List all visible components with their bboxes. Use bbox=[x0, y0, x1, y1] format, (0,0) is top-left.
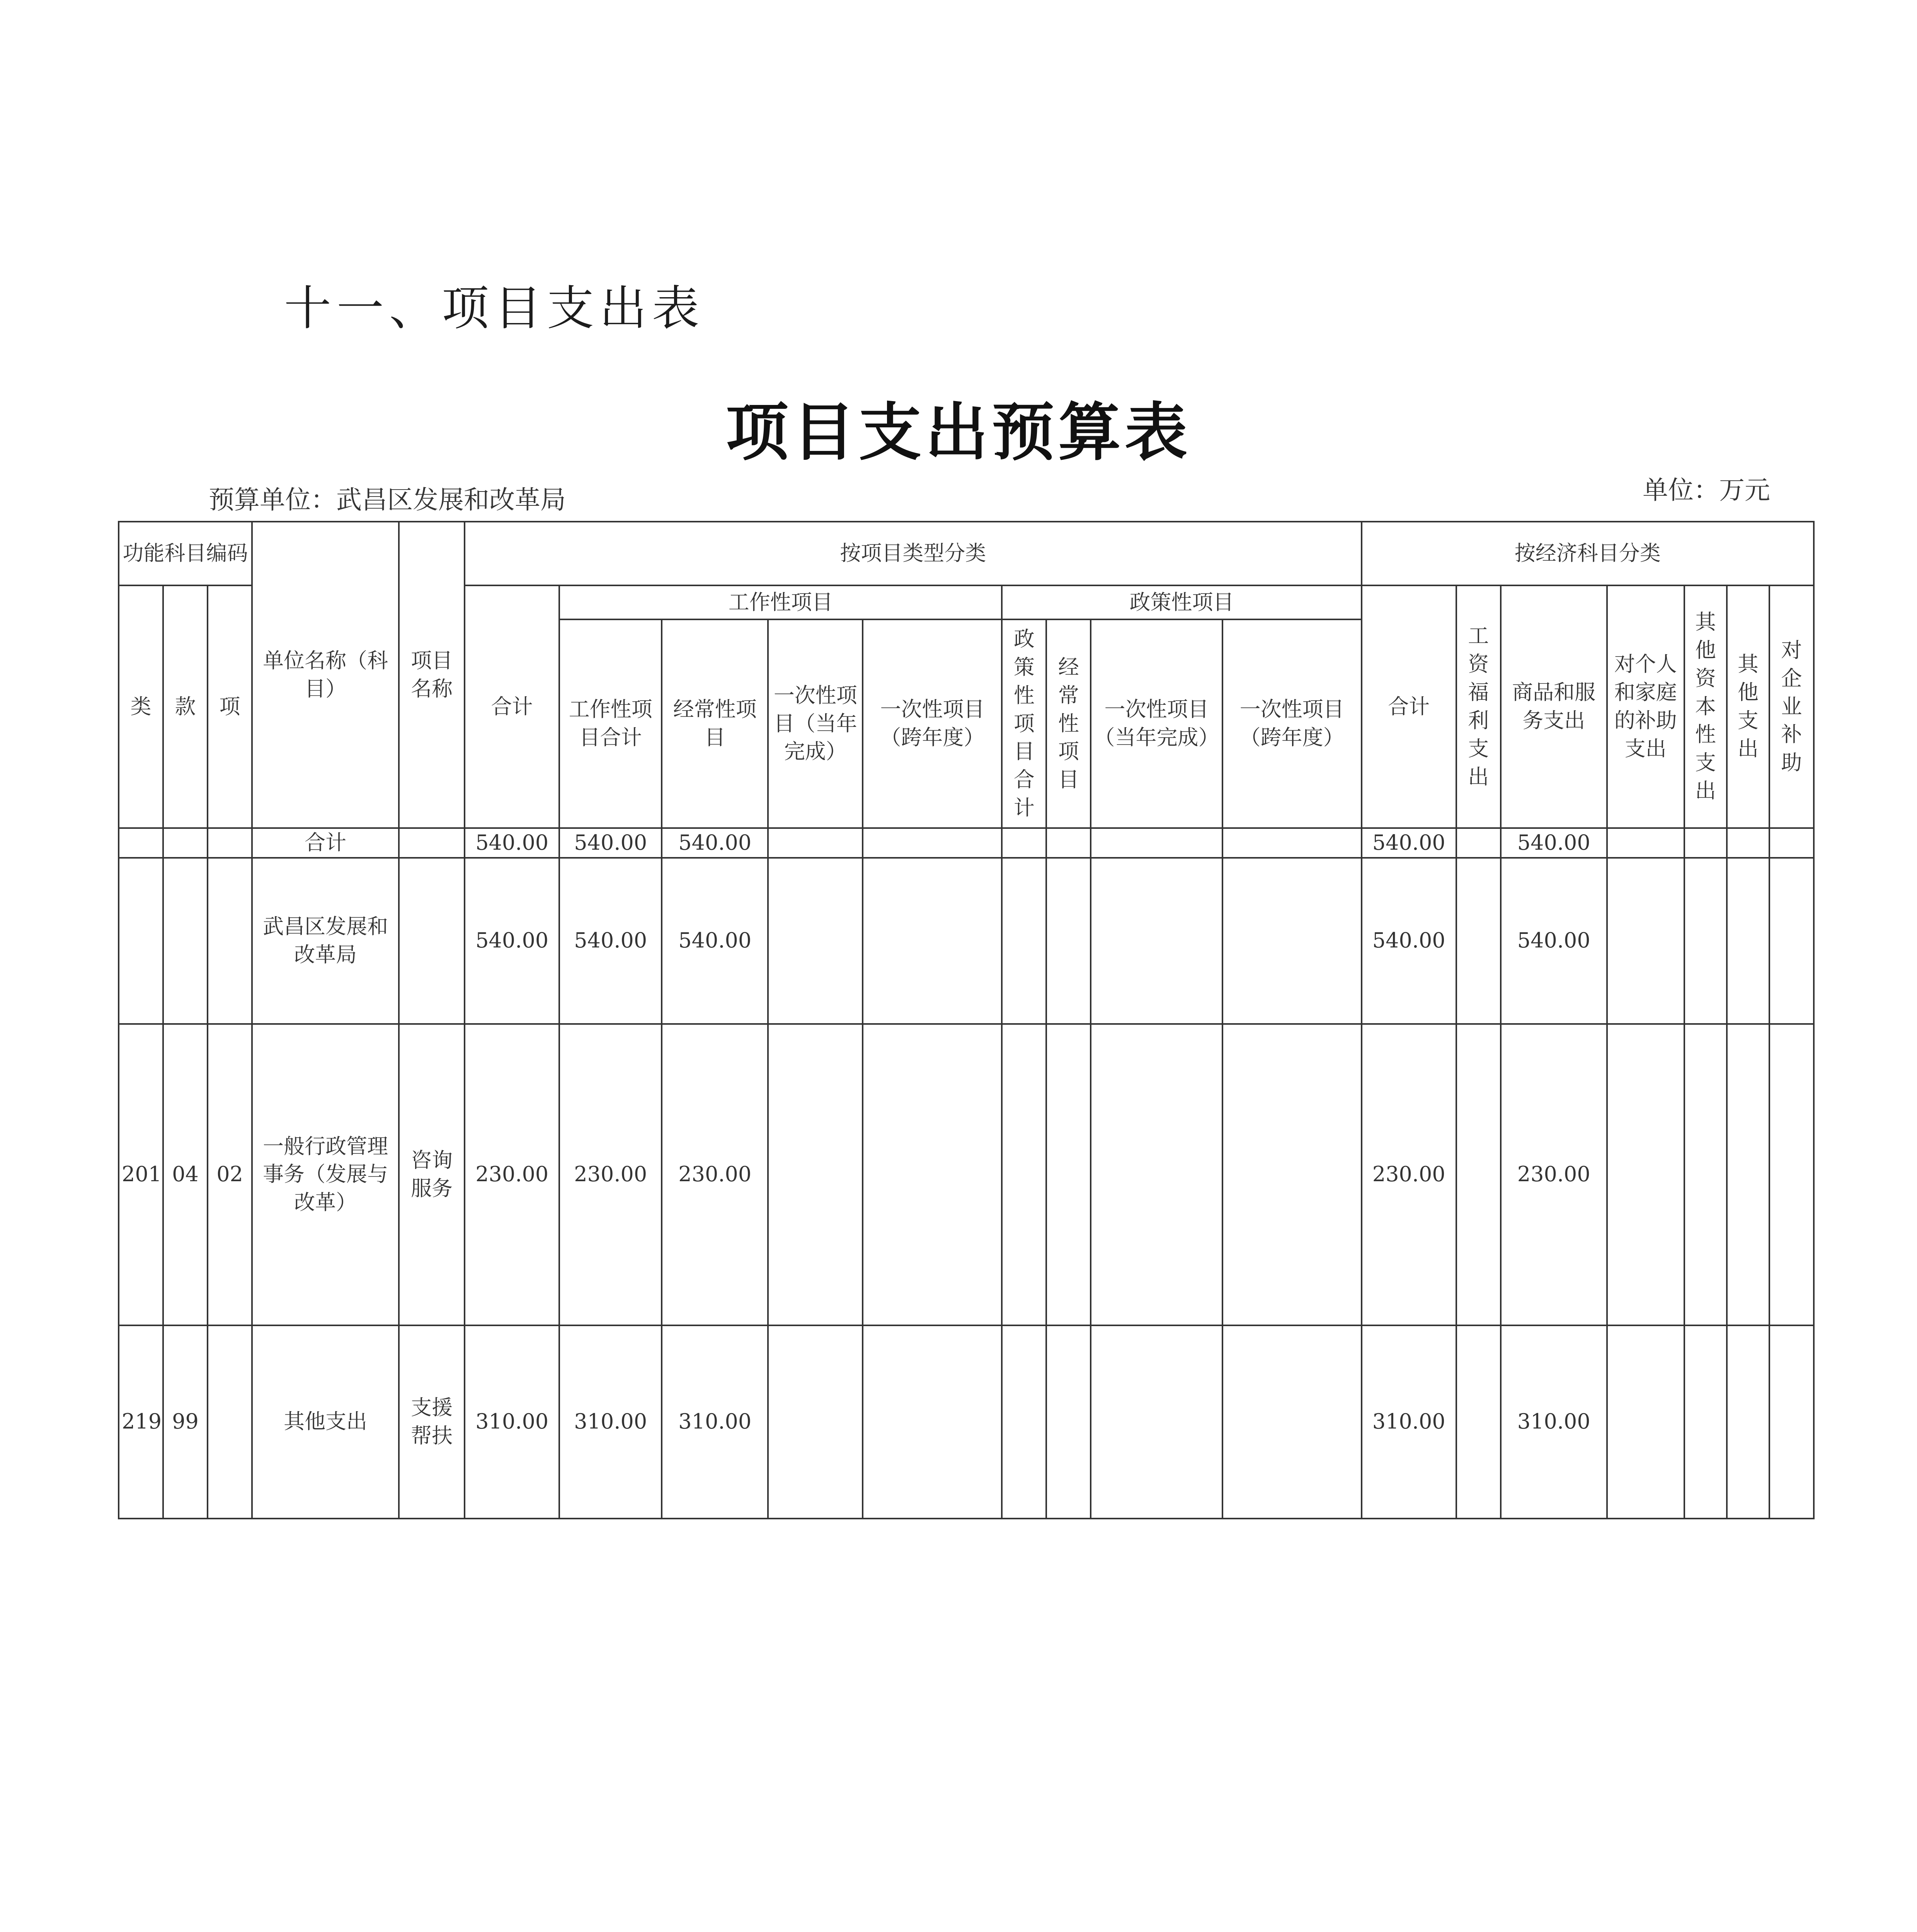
cell-lei: 201 bbox=[119, 1024, 163, 1325]
cell-goods: 540.00 bbox=[1501, 858, 1607, 1024]
cell-regular: 540.00 bbox=[662, 858, 768, 1024]
header-xiang: 项 bbox=[208, 585, 252, 828]
header-kuan: 款 bbox=[163, 585, 208, 828]
header-lei: 类 bbox=[119, 585, 163, 828]
cell-xiang bbox=[208, 1325, 252, 1519]
cell-unit: 其他支出 bbox=[252, 1325, 399, 1519]
cell-work-total: 540.00 bbox=[559, 828, 662, 858]
cell-econ-total: 540.00 bbox=[1362, 858, 1456, 1024]
cell-regular: 540.00 bbox=[662, 828, 768, 858]
header-by-econ: 按经济科目分类 bbox=[1362, 522, 1814, 585]
cell-lei bbox=[119, 828, 163, 858]
money-unit-label: 单位：万元 bbox=[1643, 475, 1770, 505]
header-policy-onetime-cross: 一次性项目（跨年度） bbox=[1222, 619, 1362, 828]
cell-total: 310.00 bbox=[465, 1325, 559, 1519]
cell-econ-total: 540.00 bbox=[1362, 828, 1456, 858]
header-policy-projects: 政策性项目 bbox=[1002, 585, 1361, 619]
header-policy-onetime-current: 一次性项目（当年完成） bbox=[1091, 619, 1222, 828]
cell-project: 咨询服务 bbox=[399, 1024, 465, 1325]
header-enterprise: 对企业补助 bbox=[1769, 585, 1814, 828]
budget-unit-label: 预算单位：武昌区发展和改革局 bbox=[209, 485, 566, 515]
header-policy-regular: 经常性项目 bbox=[1046, 619, 1091, 828]
cell-unit: 一般行政管理事务（发展与改革） bbox=[252, 1024, 399, 1325]
header-onetime-cross: 一次性项目（跨年度） bbox=[863, 619, 1002, 828]
header-onetime-current: 一次性项目（当年完成） bbox=[768, 619, 863, 828]
header-work-total: 工作性项目合计 bbox=[559, 619, 662, 828]
project-expenditure-table bbox=[118, 521, 1815, 1519]
header-other: 其他支出 bbox=[1727, 585, 1769, 828]
cell-total: 540.00 bbox=[465, 828, 559, 858]
page-title: 项目支出预算表 bbox=[726, 396, 1191, 469]
table-row bbox=[119, 828, 1814, 858]
cell-unit: 武昌区发展和改革局 bbox=[252, 858, 399, 1024]
cell-goods: 230.00 bbox=[1501, 1024, 1607, 1325]
table-row bbox=[119, 1325, 1814, 1519]
cell-econ-total: 310.00 bbox=[1362, 1325, 1456, 1519]
header-policy-total: 政策性项目合计 bbox=[1002, 619, 1046, 828]
cell-xiang: 02 bbox=[208, 1024, 252, 1325]
cell-kuan: 99 bbox=[163, 1325, 208, 1519]
cell-xiang bbox=[208, 858, 252, 1024]
cell-kuan bbox=[163, 828, 208, 858]
table-row bbox=[119, 1024, 1814, 1325]
header-unit-name: 单位名称（科目） bbox=[252, 522, 399, 828]
cell-goods: 310.00 bbox=[1501, 1325, 1607, 1519]
cell-total: 540.00 bbox=[465, 858, 559, 1024]
cell-unit: 合计 bbox=[252, 828, 399, 858]
header-individual: 对个人和家庭的补助支出 bbox=[1607, 585, 1684, 828]
header-work-projects: 工作性项目 bbox=[559, 585, 1002, 619]
header-by-project-type: 按项目类型分类 bbox=[465, 522, 1362, 585]
cell-project bbox=[399, 858, 465, 1024]
header-capital: 其他资本性支出 bbox=[1684, 585, 1727, 828]
cell-project bbox=[399, 828, 465, 858]
header-regular: 经常性项目 bbox=[662, 619, 768, 828]
cell-kuan bbox=[163, 858, 208, 1024]
header-goods: 商品和服务支出 bbox=[1501, 585, 1607, 828]
header-total: 合计 bbox=[465, 585, 559, 828]
cell-regular: 310.00 bbox=[662, 1325, 768, 1519]
cell-econ-total: 230.00 bbox=[1362, 1024, 1456, 1325]
table-row bbox=[119, 858, 1814, 1024]
cell-kuan: 04 bbox=[163, 1024, 208, 1325]
cell-project: 支援帮扶 bbox=[399, 1325, 465, 1519]
header-wages: 工资福利支出 bbox=[1456, 585, 1501, 828]
cell-goods: 540.00 bbox=[1501, 828, 1607, 858]
cell-work-total: 230.00 bbox=[559, 1024, 662, 1325]
cell-regular: 230.00 bbox=[662, 1024, 768, 1325]
cell-total: 230.00 bbox=[465, 1024, 559, 1325]
header-project-name: 项目名称 bbox=[399, 522, 465, 828]
section-title: 十一、项目支出表 bbox=[284, 281, 705, 336]
cell-lei: 219 bbox=[119, 1325, 163, 1519]
header-econ-total: 合计 bbox=[1362, 585, 1456, 828]
header-row bbox=[119, 522, 1814, 585]
cell-lei bbox=[119, 858, 163, 1024]
cell-work-total: 310.00 bbox=[559, 1325, 662, 1519]
cell-work-total: 540.00 bbox=[559, 858, 662, 1024]
header-func-code: 功能科目编码 bbox=[119, 522, 252, 585]
cell-xiang bbox=[208, 828, 252, 858]
